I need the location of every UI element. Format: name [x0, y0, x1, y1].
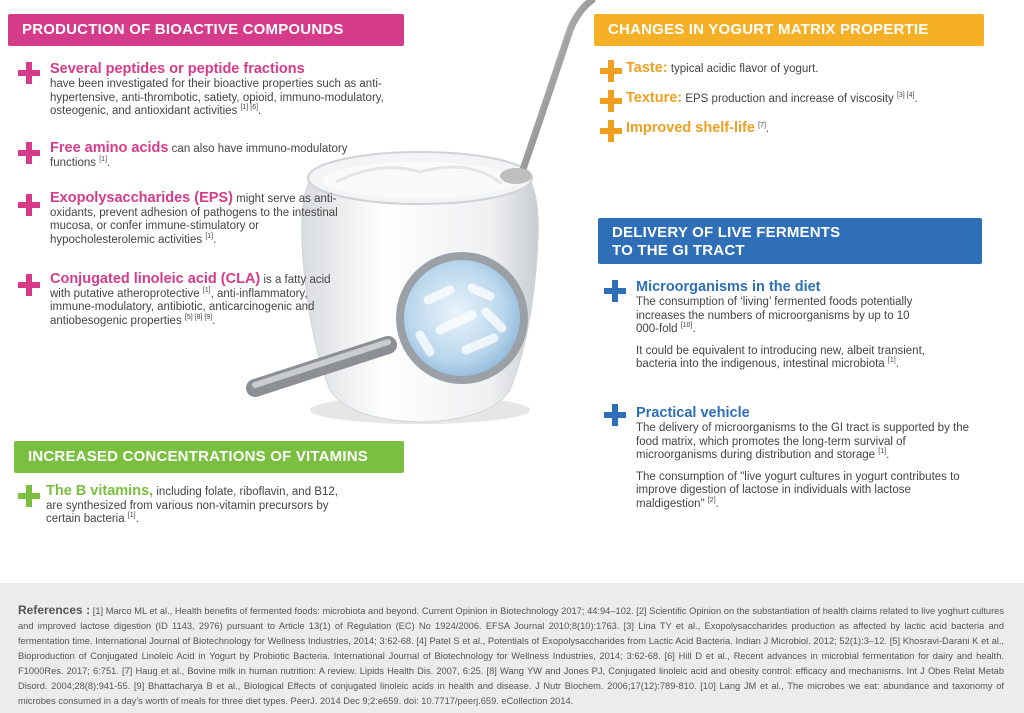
bioactive-section-title: PRODUCTION OF BIOACTIVE COMPOUNDS: [8, 14, 404, 46]
delivery-item-diet: Microorganisms in the diet The consumption of ‘living’ fermented foods potentially increases the numbers of microorganisms by up to 10 000-fold [10]. It could be equivalent to introducing new, albeit transient, bacteria into the indigenous, intestinal microbiota [1].: [636, 279, 925, 370]
plus-icon: [18, 485, 40, 507]
plus-icon: [600, 60, 622, 82]
bioactive-item-eps: Exopolysaccharides (EPS) might serve as anti-oxidants, prevent adhesion of pathogens to the intestinal mucosa, or confer immune-stimulatory or hypocholesterolemic activities [1].: [50, 190, 338, 246]
matrix-item-texture: Texture: EPS production and increase of viscosity [3] [4].: [626, 90, 918, 106]
plus-icon: [604, 280, 626, 302]
references-text: References : [1] Marco ML et al., Health benefits of fermented foods: microbiota and beyond. Current Opinion in Biotechnology 2017; 44:94–102. [2] Scientific Opinion on the substantiation of health claims related to live yoghurt cultures and improved lactose digestion (ID 1143, 2976) pursuant to Article 13(1) of Regulation (EC) No 1924/2006. EFSA Journal 2010;8(10):1763. [3] Lina TY et al., Exopolysaccharides production as affected by lactic acid bacteria and fermentation time. International Journal of Biotechnology for Wellness Industries, 2014; 3:62-68. [4] Patel S et al., Potentials of Exopolysaccharides from Lactic Acid Bacteria. Indian J Microbiol. 2012; 52(1):3–12. [5] Khosravi-Darani K et al., Bioproduction of Conjugated Linoleic Acid in Yogurt by Probiotic Bacteria. International Journal of Biotechnology for Wellness Industries, 2014; 3:62-68. [6] Hill D et al., Recent advances in microbial fermentation for dairy and health. F1000Res. 2017; 6:751. [7] Haug et al., Bovine milk in human nutrition: A review. Lipids Health Dis. 2007, 6:25. [8] Wang YW and Jones PJ, Conjugated linoleic acid and obesity control: efficacy and mechanisms. Int J Obes Relat Metab Disord. 2004;28(8):941-55. [9] Bhattacharya B et al., Biological Effects of conjugated linoleic acids in health and disease. J Nutr Biochem. 2006;17(12):789-810. [10] Lang JM et al., The microbes we eat: abundance and taxonomy of microbes consumed in a day's worth of meals for three diet types. PeerJ. 2014 Dec 9;2:e659. doi: 10.7717/peerj.659. eCollection 2014.: [18, 603, 1004, 706]
matrix-item-shelf-life: Improved shelf-life [7].: [626, 120, 770, 136]
vitamins-item-b-vitamins: The B vitamins, including folate, riboflavin, and B12, are synthesized from various non-vitamin precursors by certain bacteria [1].: [46, 483, 338, 525]
plus-icon: [18, 142, 40, 164]
references-panel: [0, 583, 1024, 713]
matrix-item-taste: Taste: typical acidic flavor of yogurt.: [626, 60, 819, 76]
bioactive-item-cla: Conjugated linoleic acid (CLA) is a fatty acid with putative atheroprotective [1], anti-inflammatory, immune-modulatory, antibiotic, anticarcinogenic and antiobesogenic properties [5] [8] [9].: [50, 271, 331, 327]
bioactive-item-peptides: Several peptides or peptide fractions have been investigated for their bioactive properties such as anti-hypertensive, anti-thrombotic, satiety, opioid, immuno-modulatory, osteogenic, and antioxidant activities [1] [6].: [50, 61, 384, 117]
plus-icon: [600, 90, 622, 112]
spoon-illustration: [500, 168, 532, 184]
delivery-section-title: DELIVERY OF LIVE FERMENTS TO THE GI TRACT: [598, 218, 982, 264]
plus-icon: [600, 120, 622, 142]
plus-icon: [604, 404, 626, 426]
matrix-section-title: CHANGES IN YOGURT MATRIX PROPERTIE: [594, 14, 984, 46]
bioactive-item-amino-acids: Free amino acids can also have immuno-modulatory functions [1].: [50, 140, 348, 169]
plus-icon: [18, 194, 40, 216]
plus-icon: [18, 274, 40, 296]
vitamins-section-title: INCREASED CONCENTRATIONS OF VITAMINS: [14, 441, 404, 473]
plus-icon: [18, 62, 40, 84]
delivery-item-vehicle: Practical vehicle The delivery of microorganisms to the GI tract is supported by the food matrix, which promotes the long-term survival of microorganisms during distribution and storage [1]. The consumption of "live yogurt cultures in yogurt contributes to improve digestion of lactose in individuals with lactose maldigestion" [2].: [636, 405, 970, 510]
